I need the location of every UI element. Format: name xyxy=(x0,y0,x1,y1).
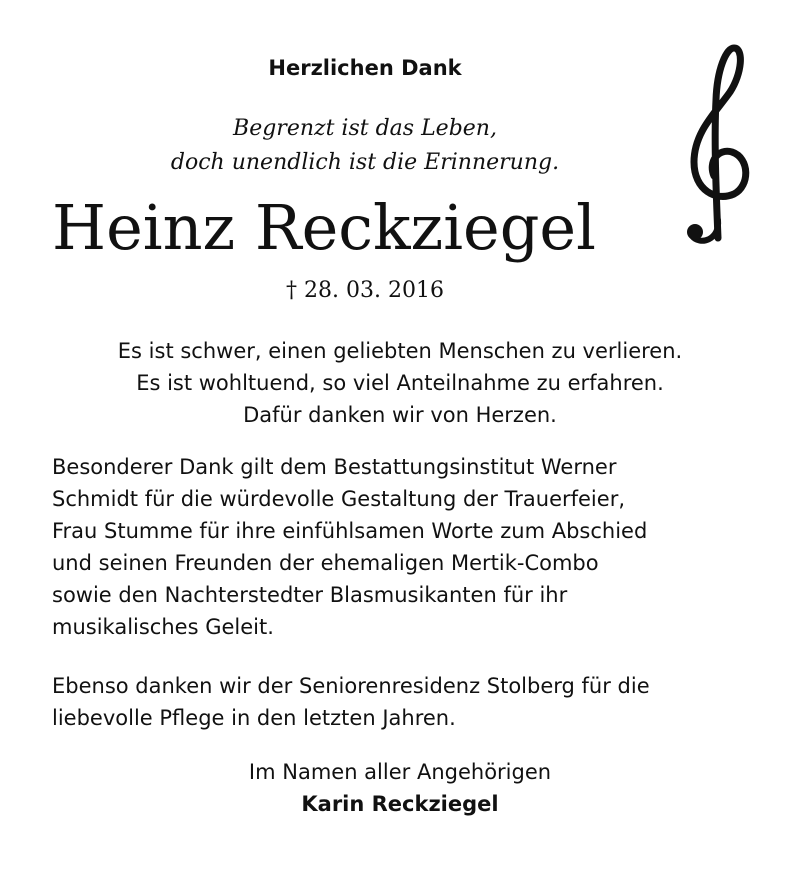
thanks-paragraph xyxy=(52,451,772,643)
intro-line: Es ist wohltuend, so viel Anteilnahme zu erfahren. xyxy=(136,371,664,395)
motto-line: doch unendlich ist die Erinnerung. xyxy=(170,150,560,175)
motto-line: Begrenzt ist das Leben, xyxy=(233,116,497,141)
closing-block xyxy=(0,756,800,820)
intro-line: Es ist schwer, einen geliebten Menschen zu verlieren. xyxy=(117,339,683,363)
paragraph-line: Frau Stumme für ihre einfühlsamen Worte zum Abschied xyxy=(52,519,648,543)
intro-line: Dafür danken wir von Herzen. xyxy=(243,403,557,427)
paragraph-line: und seinen Freunden der ehemaligen Mertik-Combo xyxy=(52,551,599,575)
death-date: † 28. 03. 2016 xyxy=(286,278,444,303)
intro-text xyxy=(0,335,800,431)
closing-line: Im Namen aller Angehörigen xyxy=(248,760,552,784)
motto xyxy=(0,112,730,180)
deceased-name: Heinz Reckziegel xyxy=(52,191,596,264)
care-thanks-paragraph xyxy=(52,670,772,734)
heading: Herzlichen Dank xyxy=(268,56,462,80)
paragraph-line: liebevolle Pflege in den letzten Jahren. xyxy=(52,706,456,730)
paragraph-line: Ebenso danken wir der Seniorenresidenz Stolberg für die xyxy=(52,674,650,698)
signer-name: Karin Reckziegel xyxy=(301,792,499,816)
treble-clef-icon xyxy=(680,40,760,250)
paragraph-line: Schmidt für die würdevolle Gestaltung der Trauerfeier, xyxy=(52,487,625,511)
paragraph-line: musikalisches Geleit. xyxy=(52,615,274,639)
paragraph-line: Besonderer Dank gilt dem Bestattungsinstitut Werner xyxy=(52,455,617,479)
paragraph-line: sowie den Nachterstedter Blasmusikanten für ihr xyxy=(52,583,568,607)
